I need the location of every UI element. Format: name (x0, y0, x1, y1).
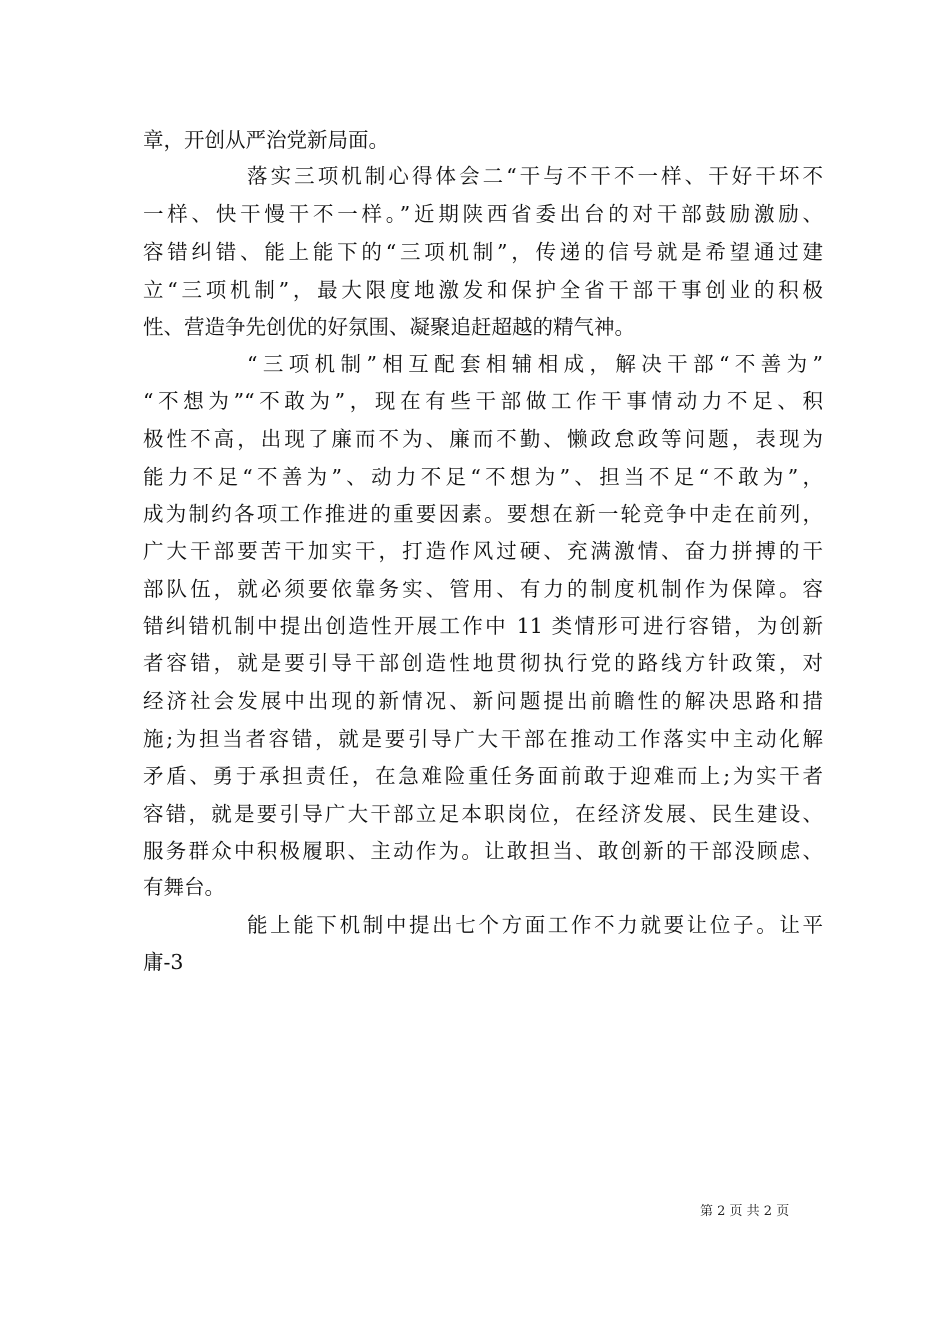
text-line: 能力不足“不善为”、动力不足“不想为”、担当不足“不敢为”， (143, 465, 823, 489)
text-line: 成为制约各项工作推进的重要因素。要想在新一轮竞争中走在前列， (143, 502, 823, 526)
text-line: 部队伍，就必须要依靠务实、管用、有力的制度机制作为保障。容 (143, 577, 823, 601)
text-line: 极性不高，出现了廉而不为、廉而不勤、懒政怠政等问题，表现为 (143, 427, 823, 451)
text-line: 矛盾、勇于承担责任，在急难险重任务面前敢于迎难而上;为实干者 (143, 764, 823, 788)
text-line: 容错纠错、能上能下的“三项机制”，传递的信号就是希望通过建 (143, 240, 823, 264)
text-line: 施;为担当者容错，就是要引导广大干部在推动工作落实中主动化解 (143, 727, 823, 751)
text-line: “不想为”“不敢为”，现在有些干部做工作干事情动力不足、积 (143, 389, 823, 413)
text-line: 性、营造争先创优的好氛围、凝聚追赶超越的精气神。 (143, 315, 635, 339)
text-line: 广大干部要苦干加实干，打造作风过硬、充满激情、奋力拼搏的干 (143, 539, 823, 563)
page-number-footer: 第 2 页 共 2 页 (700, 1204, 790, 1219)
text-line: 立“三项机制”，最大限度地激发和保护全省干部干事创业的积极 (143, 278, 823, 302)
paragraph-start-line: 落实三项机制心得体会二“干与不干不一样、干好干坏不 (247, 164, 823, 188)
text-line: 有舞台。 (143, 875, 225, 899)
text-line: 一样、快干慢干不一样。”近期陕西省委出台的对干部鼓励激励、 (143, 202, 823, 226)
text-line: 经济社会发展中出现的新情况、新问题提出前瞻性的解决思路和措 (143, 689, 823, 713)
paragraph-start-line: “三项机制”相互配套相辅相成，解决干部“不善为” (247, 352, 823, 376)
paragraph-start-line: 能上能下机制中提出七个方面工作不力就要让位子。让平 (247, 913, 823, 937)
text-line: 容错，就是要引导广大干部立足本职岗位，在经济发展、民生建设、 (143, 802, 823, 826)
text-line: 服务群众中积极履职、主动作为。让敢担当、敢创新的干部没顾虑、 (143, 839, 823, 863)
text-line: 庸-3 (143, 950, 184, 974)
text-line: 章，开创从严治党新局面。 (143, 128, 389, 152)
text-line: 者容错，就是要引导干部创造性地贯彻执行党的路线方针政策，对 (143, 651, 823, 675)
text-line: 错纠错机制中提出创造性开展工作中 11 类情形可进行容错，为创新 (143, 614, 823, 638)
